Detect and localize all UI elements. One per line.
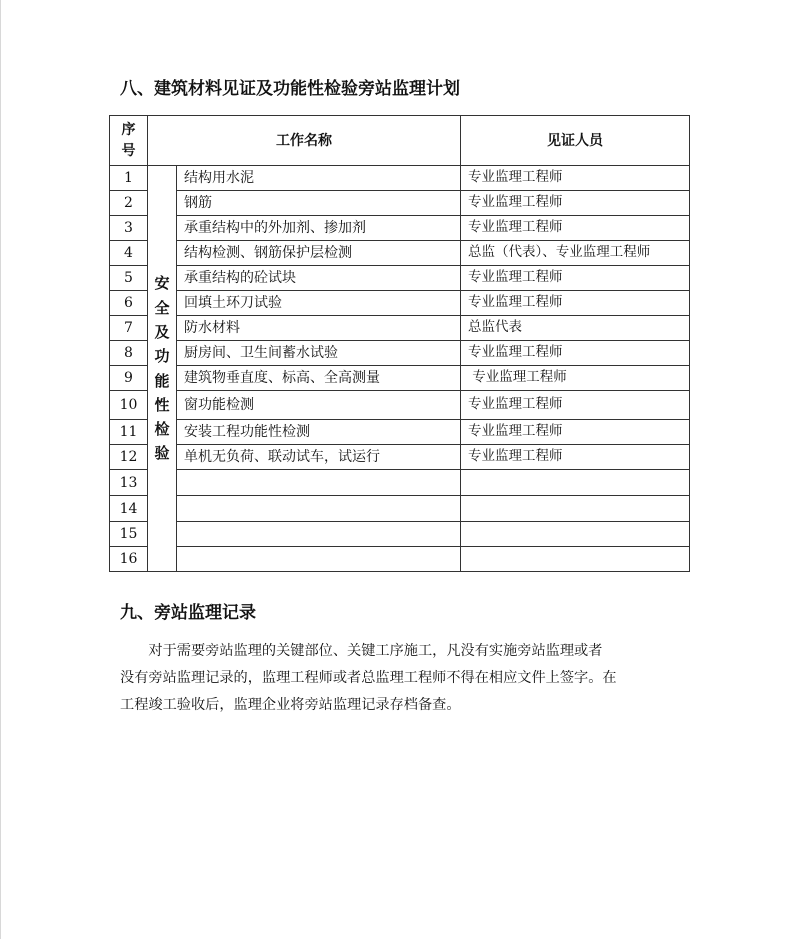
witness-cell: 专业监理工程师	[461, 166, 690, 191]
paragraph-line: 没有旁站监理记录的，监理工程师或者总监理工程师不得在相应文件上签字。在	[120, 670, 617, 686]
witness-cell	[461, 496, 690, 522]
header-serial-line2: 号	[121, 142, 136, 159]
witness-cell: 专业监理工程师	[461, 191, 690, 216]
witness-cell: 专业监理工程师	[461, 216, 690, 241]
category-char: 能	[154, 371, 170, 390]
witness-cell: 总监代表	[461, 316, 690, 341]
work-name-cell: 厨房间、卫生间蓄水试验	[177, 341, 461, 366]
witness-cell: 专业监理工程师	[461, 266, 690, 291]
row-number: 1	[110, 166, 148, 191]
table-row	[110, 366, 690, 391]
work-name-cell: 结构检测、钢筋保护层检测	[177, 241, 461, 266]
work-name-cell: 安装工程功能性检测	[177, 420, 461, 445]
paragraph-line: 工程竣工验收后，监理企业将旁站监理记录存档备查。	[120, 697, 461, 713]
category-char: 及	[154, 322, 170, 341]
work-name-cell: 回填土环刀试验	[177, 291, 461, 316]
table-row	[110, 470, 690, 496]
row-number: 11	[110, 420, 148, 445]
work-name-cell: 结构用水泥	[177, 166, 461, 191]
header-serial-line1: 序	[121, 122, 136, 139]
table-row	[110, 341, 690, 366]
category-char: 检	[154, 420, 170, 439]
row-number: 3	[110, 216, 148, 241]
witness-plan-table	[109, 115, 690, 572]
row-number: 10	[110, 391, 148, 420]
table-row	[110, 445, 690, 470]
table-row	[110, 166, 690, 191]
table-row	[110, 241, 690, 266]
row-number: 6	[110, 291, 148, 316]
work-name-cell	[177, 522, 461, 547]
row-number: 5	[110, 266, 148, 291]
witness-cell	[461, 547, 690, 572]
witness-cell: 专业监理工程师	[461, 391, 690, 420]
work-name-cell	[177, 547, 461, 572]
supervision-record-paragraph	[120, 638, 690, 719]
row-number: 7	[110, 316, 148, 341]
section-8-title: 八、建筑材料见证及功能性检验旁站监理计划	[120, 79, 460, 99]
table-header-row	[110, 116, 690, 166]
header-serial-number	[110, 116, 148, 166]
witness-cell	[461, 522, 690, 547]
work-name-cell: 承重结构的砼试块	[177, 266, 461, 291]
work-name-cell: 窗功能检测	[177, 391, 461, 420]
category-char: 性	[154, 395, 170, 414]
work-name-cell	[177, 470, 461, 496]
row-number: 4	[110, 241, 148, 266]
table-row	[110, 291, 690, 316]
row-number: 13	[110, 470, 148, 496]
row-number: 14	[110, 496, 148, 522]
category-char: 功	[154, 347, 170, 366]
witness-cell: 专业监理工程师	[461, 341, 690, 366]
header-witness: 见证人员	[461, 116, 690, 166]
table-row	[110, 420, 690, 445]
table-row	[110, 216, 690, 241]
work-name-cell	[177, 496, 461, 522]
section-9-title: 九、旁站监理记录	[120, 603, 256, 623]
work-name-cell: 钢筋	[177, 191, 461, 216]
page-edge	[0, 0, 1, 939]
witness-cell: 专业监理工程师	[461, 366, 690, 391]
paragraph-line: 对于需要旁站监理的关键部位、关键工序施工，凡没有实施旁站监理或者	[148, 643, 603, 659]
witness-cell: 总监（代表）、专业监理工程师	[461, 241, 690, 266]
witness-cell	[461, 470, 690, 496]
row-number: 2	[110, 191, 148, 216]
table-row	[110, 522, 690, 547]
table-row	[110, 316, 690, 341]
work-name-cell: 防水材料	[177, 316, 461, 341]
table-row	[110, 191, 690, 216]
row-number: 8	[110, 341, 148, 366]
work-name-cell: 承重结构中的外加剂、掺加剂	[177, 216, 461, 241]
table-row	[110, 391, 690, 420]
witness-cell: 专业监理工程师	[461, 291, 690, 316]
row-number: 9	[110, 366, 148, 391]
category-char: 安	[154, 274, 170, 293]
header-work-name: 工作名称	[148, 116, 461, 166]
category-char: 全	[154, 298, 170, 317]
row-number: 15	[110, 522, 148, 547]
witness-cell: 专业监理工程师	[461, 420, 690, 445]
table-row	[110, 496, 690, 522]
work-name-cell: 单机无负荷、联动试车，试运行	[177, 445, 461, 470]
table-row	[110, 266, 690, 291]
work-name-cell: 建筑物垂直度、标高、全高测量	[177, 366, 461, 391]
row-number: 12	[110, 445, 148, 470]
witness-cell: 专业监理工程师	[461, 445, 690, 470]
row-number: 16	[110, 547, 148, 572]
table-row	[110, 547, 690, 572]
category-char: 验	[154, 444, 170, 463]
category-label	[148, 166, 177, 572]
